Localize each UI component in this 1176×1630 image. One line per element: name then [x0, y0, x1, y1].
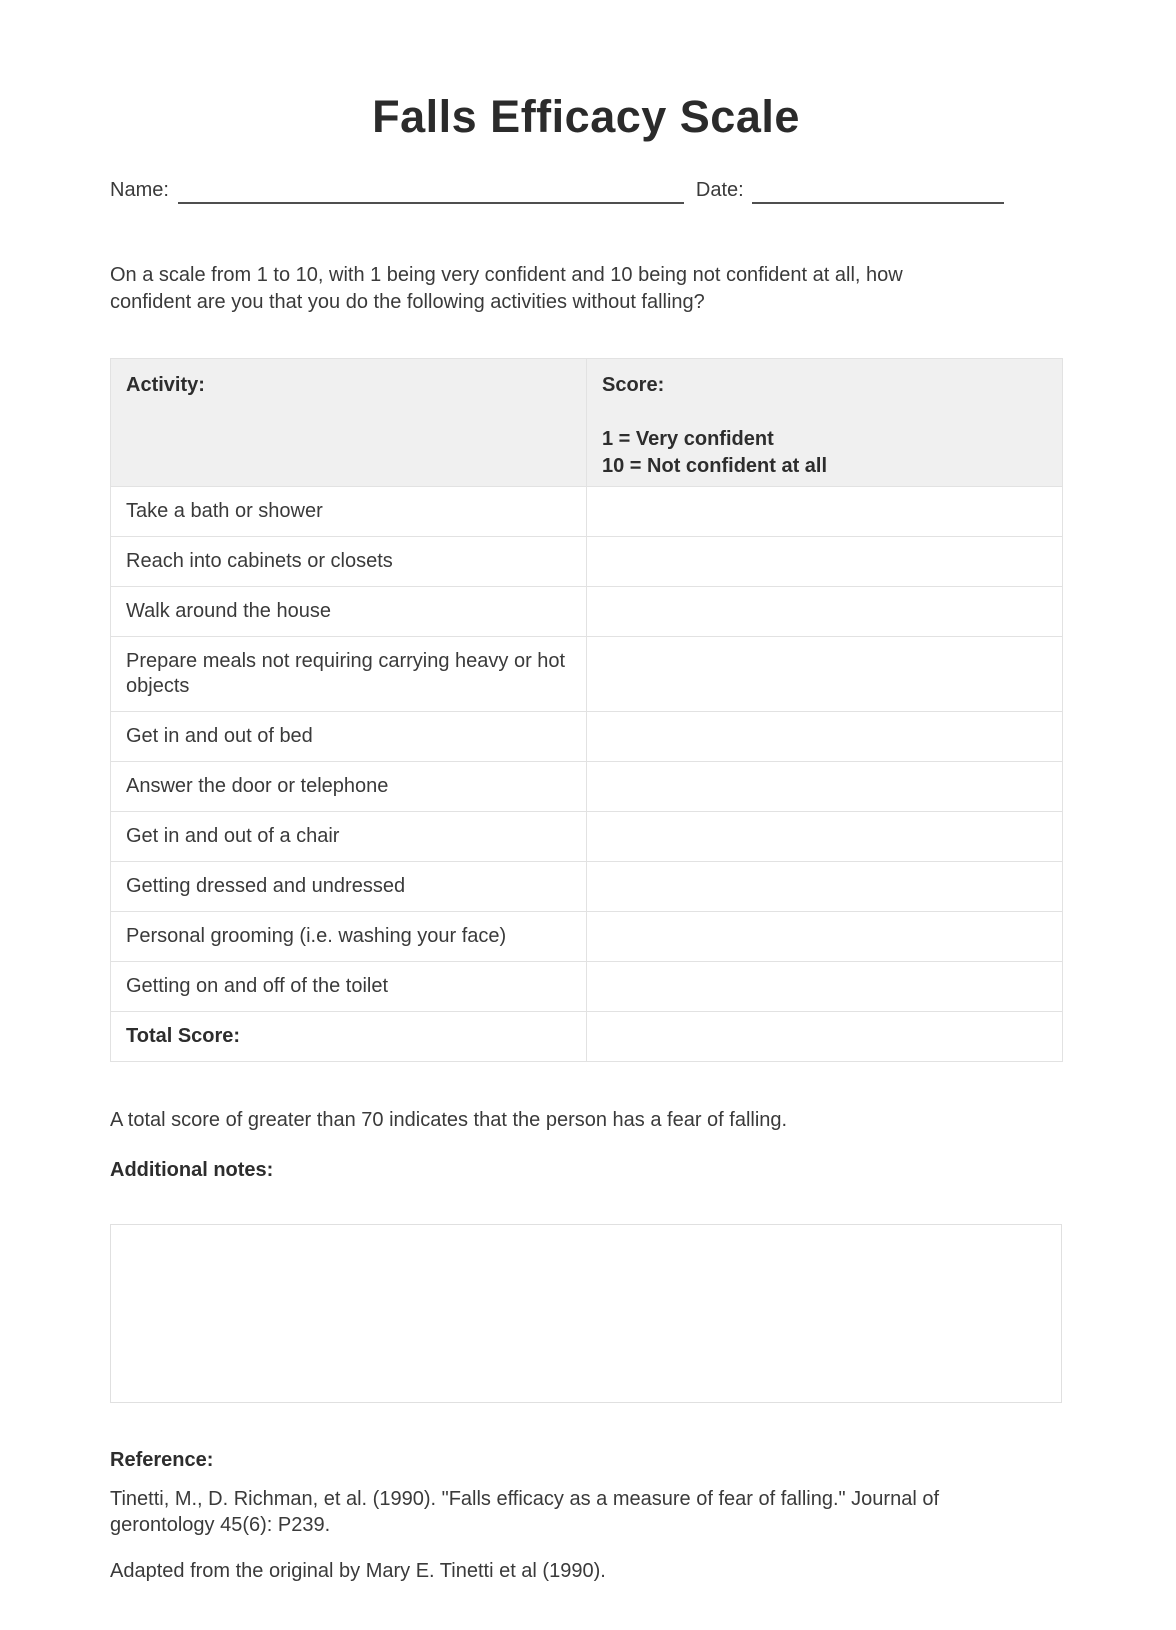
score-header-label: Score:	[602, 374, 665, 396]
reference-citation: Tinetti, M., D. Richman, et al. (1990). "Falls efficacy as a measure of fear of falling." Journal of gerontology 45(6): P239.	[110, 1488, 939, 1536]
activity-cell: Reach into cabinets or closets	[111, 537, 587, 587]
activity-cell: Take a bath or shower	[111, 487, 587, 537]
total-score-label: Total Score:	[111, 1012, 587, 1062]
additional-notes-label: Additional notes:	[110, 1159, 274, 1181]
activity-cell: Answer the door or telephone	[111, 762, 587, 812]
score-cell[interactable]	[587, 487, 1063, 537]
activity-cell: Getting dressed and undressed	[111, 862, 587, 912]
activity-cell: Get in and out of a chair	[111, 812, 587, 862]
table-header-row	[111, 359, 1063, 487]
score-cell[interactable]	[587, 962, 1063, 1012]
reference-label: Reference:	[110, 1449, 214, 1471]
activity-column-header	[111, 359, 587, 487]
score-interpretation-note: A total score of greater than 70 indicates that the person has a fear of falling.	[110, 1109, 788, 1131]
activity-cell: Getting on and off of the toilet	[111, 962, 587, 1012]
score-legend	[602, 426, 1047, 480]
activity-cell: Prepare meals not requiring carrying heavy or hot objects	[111, 637, 587, 712]
date-label: Date:	[695, 179, 744, 201]
activity-header-label: Activity:	[126, 374, 205, 396]
score-legend-line2: 10 = Not confident at all	[602, 455, 828, 477]
activity-cell: Get in and out of bed	[111, 712, 587, 762]
name-date-row	[110, 174, 1062, 204]
score-cell[interactable]	[587, 587, 1063, 637]
score-cell[interactable]	[587, 537, 1063, 587]
score-cell[interactable]	[587, 912, 1063, 962]
activity-score-table	[110, 358, 1063, 1062]
table-row	[111, 762, 1063, 812]
table-row	[111, 587, 1063, 637]
score-column-header	[587, 359, 1063, 487]
total-score-row	[111, 1012, 1063, 1062]
table-row	[111, 637, 1063, 712]
score-cell[interactable]	[587, 812, 1063, 862]
additional-notes-box[interactable]	[110, 1224, 1062, 1403]
score-cell[interactable]	[587, 862, 1063, 912]
score-cell[interactable]	[587, 762, 1063, 812]
table-row	[111, 962, 1063, 1012]
score-cell[interactable]	[587, 637, 1063, 712]
name-label: Name:	[110, 179, 169, 201]
activity-cell: Walk around the house	[111, 587, 587, 637]
table-row	[111, 537, 1063, 587]
name-input-line[interactable]	[178, 174, 684, 204]
instructions-text: On a scale from 1 to 10, with 1 being very confident and 10 being not confident at all, how confident are you that you do the following activities without falling?	[110, 264, 903, 313]
table-row	[111, 487, 1063, 537]
score-legend-line1: 1 = Very confident	[602, 428, 774, 450]
table-row	[111, 862, 1063, 912]
activity-cell: Personal grooming (i.e. washing your face)	[111, 912, 587, 962]
table-row	[111, 812, 1063, 862]
score-cell[interactable]	[587, 712, 1063, 762]
page-title: Falls Efficacy Scale	[372, 91, 800, 142]
form-page	[110, 0, 1062, 1584]
total-score-cell[interactable]	[587, 1012, 1063, 1062]
table-row	[111, 912, 1063, 962]
date-input-line[interactable]	[752, 174, 1004, 204]
adapted-note: Adapted from the original by Mary E. Tinetti et al (1990).	[110, 1560, 606, 1582]
table-row	[111, 712, 1063, 762]
